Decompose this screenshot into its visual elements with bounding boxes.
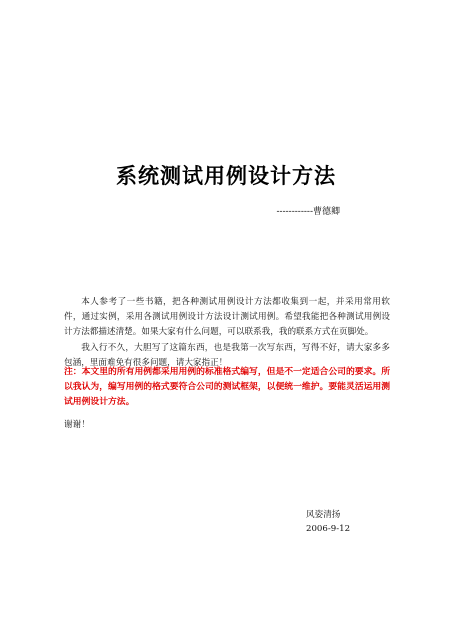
signature-name: 风姿清扬: [306, 510, 341, 520]
thanks-text: 谢谢！: [64, 420, 90, 430]
signature-block: [306, 508, 350, 536]
document-title: 系统测试用例设计方法: [116, 163, 336, 188]
note-paragraph: 注：本文里的所有用例都采用用例的标准格式编写，但是不一定适合公司的要求。所以我认为，编写用例的格式要符合公司的测试框架，以便统一维护。要能灵活运用测试用例设计方法。: [64, 367, 390, 408]
author-line: ------------曹德卿: [276, 207, 340, 217]
intro-paragraph: 本人参考了一些书籍，把各种测试用例设计方法都收集到一起，并采用常用软件，通过实例，采用各测试用例设计方法设计测试用例。希望我能把各种测试用例设计方法都描述清楚。如果大家有什么问题，可以联系我，我的联系方式在页脚处。: [64, 297, 390, 338]
signature-date: 2006-9-12: [306, 524, 351, 534]
apology-paragraph: 我入行不久，大胆写了这篇东西，也是我第一次写东西，写得不好，请大家多多包涵，里面难免有很多问题，请大家指正！: [64, 342, 390, 368]
intro-section: [64, 295, 390, 371]
